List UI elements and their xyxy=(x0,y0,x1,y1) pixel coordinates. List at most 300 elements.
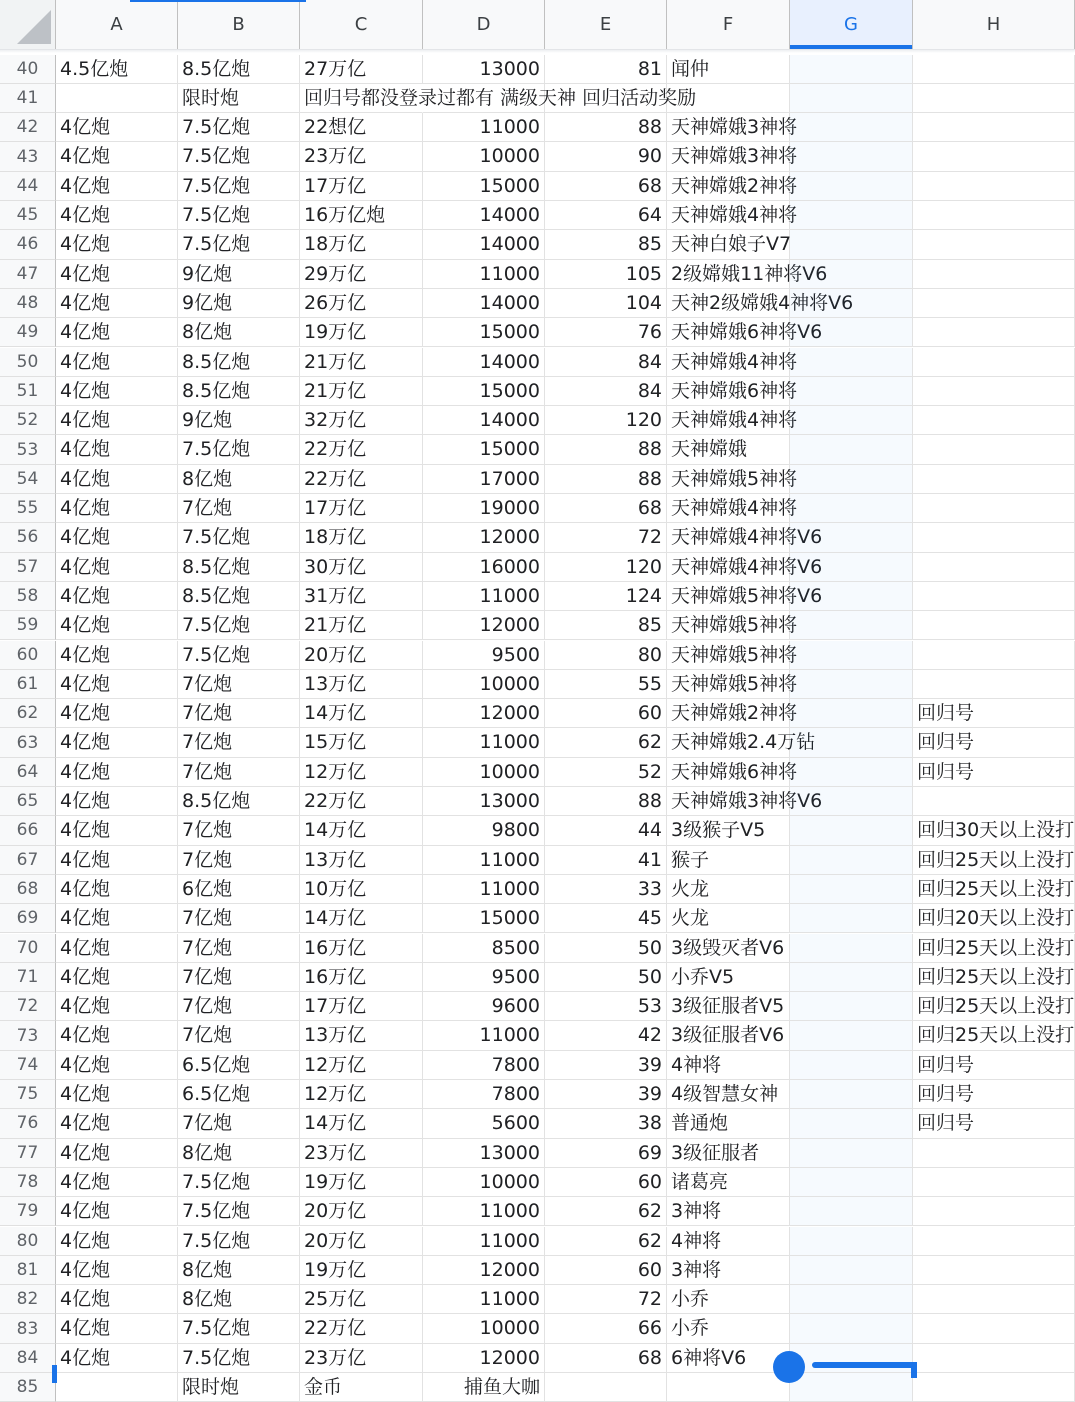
cell-b[interactable]: 7亿炮 xyxy=(178,992,300,1021)
cell-f[interactable]: 天神嫦娥3神将 xyxy=(667,113,790,142)
cell-e[interactable]: 53 xyxy=(545,992,667,1021)
cell-h[interactable] xyxy=(913,1139,1075,1168)
cell-g[interactable] xyxy=(790,1197,913,1226)
row-header[interactable]: 47 xyxy=(0,260,56,289)
cell-g[interactable] xyxy=(790,934,913,963)
cell-g[interactable] xyxy=(790,670,913,699)
cell-g[interactable] xyxy=(790,406,913,435)
cell-g[interactable] xyxy=(790,875,913,904)
row-header[interactable]: 55 xyxy=(0,494,56,523)
cell-d[interactable]: 11000 xyxy=(423,1227,545,1256)
cell-b[interactable]: 7亿炮 xyxy=(178,963,300,992)
cell-a[interactable]: 4亿炮 xyxy=(56,611,178,640)
cell-g[interactable] xyxy=(790,1021,913,1050)
row-header[interactable]: 79 xyxy=(0,1197,56,1226)
cell-f[interactable]: 天神嫦娥4神将V6 xyxy=(667,553,790,582)
cell-h[interactable] xyxy=(913,523,1075,552)
cell-h[interactable] xyxy=(913,142,1075,171)
cell-b[interactable]: 9亿炮 xyxy=(178,289,300,318)
cell-e[interactable]: 85 xyxy=(545,230,667,259)
cell-g[interactable] xyxy=(790,289,913,318)
cell-d[interactable]: 17000 xyxy=(423,465,545,494)
cell-b[interactable]: 7.5亿炮 xyxy=(178,142,300,171)
cell-f[interactable]: 3神将 xyxy=(667,1197,790,1226)
cell-h[interactable]: 回归25天以上没打 xyxy=(913,1021,1075,1050)
row-header[interactable]: 76 xyxy=(0,1109,56,1138)
cell-h[interactable] xyxy=(913,553,1075,582)
cell-g[interactable] xyxy=(790,1314,913,1343)
cell-d[interactable]: 12000 xyxy=(423,699,545,728)
cell-d[interactable]: 19000 xyxy=(423,494,545,523)
cell-g[interactable] xyxy=(790,787,913,816)
cell-b[interactable]: 8.5亿炮 xyxy=(178,787,300,816)
cell-c[interactable]: 15万亿 xyxy=(300,728,423,757)
cell-b[interactable]: 9亿炮 xyxy=(178,260,300,289)
cell-g[interactable] xyxy=(790,494,913,523)
cell-a[interactable]: 4亿炮 xyxy=(56,904,178,933)
cell-d[interactable]: 14000 xyxy=(423,230,545,259)
cell-b[interactable]: 6.5亿炮 xyxy=(178,1080,300,1109)
cell-b[interactable]: 7亿炮 xyxy=(178,494,300,523)
cell-d[interactable]: 12000 xyxy=(423,1256,545,1285)
cell-g[interactable] xyxy=(790,846,913,875)
cell-f[interactable]: 闻仲 xyxy=(667,55,790,84)
cell-e[interactable]: 88 xyxy=(545,465,667,494)
row-header[interactable]: 57 xyxy=(0,553,56,582)
cell-h[interactable] xyxy=(913,113,1075,142)
cell-h[interactable]: 回归号 xyxy=(913,1051,1075,1080)
row-header[interactable]: 72 xyxy=(0,992,56,1021)
cell-a[interactable]: 4亿炮 xyxy=(56,230,178,259)
cell-a[interactable] xyxy=(56,1373,178,1402)
cell-f[interactable]: 天神嫦娥4神将 xyxy=(667,201,790,230)
cell-f[interactable]: 天神嫦娥4神将 xyxy=(667,494,790,523)
cell-f[interactable] xyxy=(667,1373,790,1402)
cell-g[interactable] xyxy=(790,816,913,845)
cell-e[interactable]: 41 xyxy=(545,846,667,875)
row-header[interactable]: 82 xyxy=(0,1285,56,1314)
cell-c[interactable]: 25万亿 xyxy=(300,1285,423,1314)
cell-h[interactable] xyxy=(913,84,1075,113)
cell-b[interactable]: 7.5亿炮 xyxy=(178,435,300,464)
cell-a[interactable]: 4亿炮 xyxy=(56,377,178,406)
cell-e[interactable]: 120 xyxy=(545,406,667,435)
cell-h[interactable] xyxy=(913,1314,1075,1343)
cell-f[interactable]: 天神嫦娥5神将 xyxy=(667,611,790,640)
cell-a[interactable]: 4亿炮 xyxy=(56,875,178,904)
cell-h[interactable]: 回归30天以上没打 xyxy=(913,816,1075,845)
cell-c[interactable]: 17万亿 xyxy=(300,494,423,523)
cell-c[interactable]: 19万亿 xyxy=(300,1168,423,1197)
cell-d[interactable]: 13000 xyxy=(423,55,545,84)
cell-b[interactable]: 8亿炮 xyxy=(178,1139,300,1168)
cell-e[interactable]: 69 xyxy=(545,1139,667,1168)
cell-e[interactable]: 50 xyxy=(545,963,667,992)
cell-e[interactable]: 38 xyxy=(545,1109,667,1138)
cell-c[interactable]: 16万亿 xyxy=(300,934,423,963)
cell-d[interactable]: 11000 xyxy=(423,582,545,611)
cell-d[interactable]: 10000 xyxy=(423,670,545,699)
cell-f[interactable]: 3级毁灭者V6 xyxy=(667,934,790,963)
cell-c[interactable]: 30万亿 xyxy=(300,553,423,582)
cell-f[interactable]: 天神嫦娥6神将V6 xyxy=(667,318,790,347)
cell-h[interactable] xyxy=(913,348,1075,377)
cell-c[interactable]: 32万亿 xyxy=(300,406,423,435)
cell-a[interactable]: 4亿炮 xyxy=(56,1080,178,1109)
cell-g[interactable] xyxy=(790,1051,913,1080)
cell-a[interactable]: 4亿炮 xyxy=(56,142,178,171)
cell-a[interactable]: 4亿炮 xyxy=(56,758,178,787)
row-header[interactable]: 50 xyxy=(0,348,56,377)
cell-c[interactable]: 21万亿 xyxy=(300,377,423,406)
cell-f[interactable]: 小乔V5 xyxy=(667,963,790,992)
column-header-e[interactable]: E xyxy=(545,0,667,49)
cell-h[interactable] xyxy=(913,670,1075,699)
cell-b[interactable]: 7亿炮 xyxy=(178,670,300,699)
cell-c[interactable]: 22想亿 xyxy=(300,113,423,142)
cell-c[interactable]: 18万亿 xyxy=(300,523,423,552)
row-header[interactable]: 62 xyxy=(0,699,56,728)
cell-f[interactable]: 天神嫦娥6神将 xyxy=(667,758,790,787)
cell-e[interactable]: 85 xyxy=(545,611,667,640)
cell-f[interactable]: 天神嫦娥5神将 xyxy=(667,465,790,494)
cell-e[interactable]: 84 xyxy=(545,348,667,377)
cell-a[interactable]: 4亿炮 xyxy=(56,582,178,611)
cell-e[interactable]: 62 xyxy=(545,1197,667,1226)
cell-e[interactable] xyxy=(545,1373,667,1402)
cell-d[interactable]: 13000 xyxy=(423,787,545,816)
cell-c[interactable]: 16万亿 xyxy=(300,963,423,992)
cell-e[interactable]: 62 xyxy=(545,728,667,757)
cell-c[interactable]: 20万亿 xyxy=(300,1197,423,1226)
row-header[interactable]: 77 xyxy=(0,1139,56,1168)
cell-d[interactable]: 11000 xyxy=(423,260,545,289)
cell-c[interactable]: 21万亿 xyxy=(300,348,423,377)
row-header[interactable]: 43 xyxy=(0,142,56,171)
cell-g[interactable] xyxy=(790,201,913,230)
cell-b[interactable]: 7.5亿炮 xyxy=(178,611,300,640)
cell-h[interactable]: 回归号 xyxy=(913,699,1075,728)
cell-a[interactable]: 4亿炮 xyxy=(56,435,178,464)
cell-f[interactable]: 天神嫦娥4神将 xyxy=(667,406,790,435)
cell-g[interactable] xyxy=(790,1168,913,1197)
cell-g[interactable] xyxy=(790,84,913,113)
cell-d[interactable]: 13000 xyxy=(423,1139,545,1168)
cell-a[interactable]: 4亿炮 xyxy=(56,787,178,816)
cell-a[interactable]: 4.5亿炮 xyxy=(56,55,178,84)
cell-a[interactable]: 4亿炮 xyxy=(56,1344,178,1373)
cell-g[interactable] xyxy=(790,904,913,933)
cell-b[interactable]: 7.5亿炮 xyxy=(178,1168,300,1197)
cell-f[interactable]: 猴子 xyxy=(667,846,790,875)
column-header-d[interactable]: D xyxy=(423,0,545,49)
cell-h[interactable] xyxy=(913,1344,1075,1373)
cell-c[interactable]: 19万亿 xyxy=(300,318,423,347)
cell-g[interactable] xyxy=(790,377,913,406)
cell-h[interactable]: 回归25天以上没打 xyxy=(913,992,1075,1021)
cell-c[interactable]: 17万亿 xyxy=(300,992,423,1021)
cell-g[interactable] xyxy=(790,318,913,347)
cell-a[interactable]: 4亿炮 xyxy=(56,1109,178,1138)
cell-a[interactable]: 4亿炮 xyxy=(56,1051,178,1080)
cell-c[interactable]: 22万亿 xyxy=(300,1314,423,1343)
row-header[interactable]: 69 xyxy=(0,904,56,933)
cell-h[interactable] xyxy=(913,1227,1075,1256)
cell-e[interactable]: 64 xyxy=(545,201,667,230)
cell-h[interactable] xyxy=(913,406,1075,435)
cell-h[interactable] xyxy=(913,465,1075,494)
row-header[interactable]: 58 xyxy=(0,582,56,611)
cell-g[interactable] xyxy=(790,963,913,992)
cell-h[interactable] xyxy=(913,1256,1075,1285)
cell-e[interactable]: 80 xyxy=(545,641,667,670)
cell-c[interactable]: 12万亿 xyxy=(300,1051,423,1080)
cell-e[interactable]: 88 xyxy=(545,435,667,464)
cell-h[interactable] xyxy=(913,787,1075,816)
cell-h[interactable] xyxy=(913,1373,1075,1402)
cell-d[interactable]: 11000 xyxy=(423,1197,545,1226)
cell-c[interactable]: 22万亿 xyxy=(300,787,423,816)
cell-a[interactable]: 4亿炮 xyxy=(56,699,178,728)
cell-a[interactable]: 4亿炮 xyxy=(56,348,178,377)
cell-h[interactable]: 回归号 xyxy=(913,758,1075,787)
cell-e[interactable]: 81 xyxy=(545,55,667,84)
cell-b[interactable]: 7.5亿炮 xyxy=(178,230,300,259)
cell-d[interactable]: 11000 xyxy=(423,1021,545,1050)
row-header[interactable]: 65 xyxy=(0,787,56,816)
cell-c[interactable]: 16万亿炮 xyxy=(300,201,423,230)
cell-f[interactable]: 6神将V6 xyxy=(667,1344,790,1373)
cell-c[interactable]: 13万亿 xyxy=(300,670,423,699)
cell-b[interactable]: 7.5亿炮 xyxy=(178,1197,300,1226)
cell-c[interactable]: 27万亿 xyxy=(300,55,423,84)
cell-c[interactable]: 18万亿 xyxy=(300,230,423,259)
cell-a[interactable]: 4亿炮 xyxy=(56,1227,178,1256)
cell-g[interactable] xyxy=(790,172,913,201)
cell-c[interactable]: 回归号都没登录过都有 满级天神 回归活动奖励 xyxy=(300,84,423,113)
cell-b[interactable]: 7亿炮 xyxy=(178,728,300,757)
row-header[interactable]: 56 xyxy=(0,523,56,552)
cell-f[interactable]: 3级征服者 xyxy=(667,1139,790,1168)
cell-d[interactable]: 15000 xyxy=(423,904,545,933)
column-header-a[interactable]: A xyxy=(56,0,178,49)
cell-b[interactable]: 8亿炮 xyxy=(178,465,300,494)
cell-d[interactable]: 8500 xyxy=(423,934,545,963)
cell-c[interactable]: 13万亿 xyxy=(300,846,423,875)
cell-c[interactable]: 17万亿 xyxy=(300,172,423,201)
cell-e[interactable]: 105 xyxy=(545,260,667,289)
cell-a[interactable] xyxy=(56,84,178,113)
cell-a[interactable]: 4亿炮 xyxy=(56,1256,178,1285)
cell-e[interactable]: 90 xyxy=(545,142,667,171)
cell-f[interactable]: 天神嫦娥3神将V6 xyxy=(667,787,790,816)
cell-f[interactable]: 4神将 xyxy=(667,1227,790,1256)
cell-d[interactable]: 7800 xyxy=(423,1080,545,1109)
cell-c[interactable]: 14万亿 xyxy=(300,1109,423,1138)
cell-f[interactable]: 火龙 xyxy=(667,875,790,904)
cell-f[interactable]: 4级智慧女神 xyxy=(667,1080,790,1109)
cell-b[interactable]: 7亿炮 xyxy=(178,1021,300,1050)
cell-d[interactable]: 14000 xyxy=(423,348,545,377)
cell-c[interactable]: 12万亿 xyxy=(300,1080,423,1109)
row-header[interactable]: 73 xyxy=(0,1021,56,1050)
cell-e[interactable]: 62 xyxy=(545,1227,667,1256)
selection-drag-handle[interactable] xyxy=(773,1351,805,1383)
cell-d[interactable]: 11000 xyxy=(423,1285,545,1314)
cell-d[interactable]: 16000 xyxy=(423,553,545,582)
cell-h[interactable] xyxy=(913,1168,1075,1197)
cell-a[interactable]: 4亿炮 xyxy=(56,553,178,582)
cell-c[interactable]: 14万亿 xyxy=(300,904,423,933)
cell-e[interactable]: 52 xyxy=(545,758,667,787)
cell-b[interactable]: 7.5亿炮 xyxy=(178,1314,300,1343)
row-header[interactable]: 71 xyxy=(0,963,56,992)
cell-b[interactable]: 7.5亿炮 xyxy=(178,201,300,230)
cell-a[interactable]: 4亿炮 xyxy=(56,1285,178,1314)
cell-e[interactable]: 88 xyxy=(545,113,667,142)
cell-f[interactable]: 天神嫦娥2神将 xyxy=(667,172,790,201)
cell-f[interactable]: 天神嫦娥5神将 xyxy=(667,641,790,670)
cell-a[interactable]: 4亿炮 xyxy=(56,465,178,494)
row-header[interactable]: 49 xyxy=(0,318,56,347)
cell-b[interactable]: 7亿炮 xyxy=(178,816,300,845)
cell-e[interactable]: 88 xyxy=(545,787,667,816)
cell-h[interactable] xyxy=(913,582,1075,611)
cell-h[interactable] xyxy=(913,1197,1075,1226)
cell-d[interactable]: 9600 xyxy=(423,992,545,1021)
cell-c[interactable]: 22万亿 xyxy=(300,465,423,494)
row-header[interactable]: 80 xyxy=(0,1227,56,1256)
cell-c[interactable]: 23万亿 xyxy=(300,1139,423,1168)
cell-f[interactable]: 天神嫦娥5神将V6 xyxy=(667,582,790,611)
cell-h[interactable] xyxy=(913,230,1075,259)
cell-f[interactable]: 普通炮 xyxy=(667,1109,790,1138)
cell-b[interactable]: 9亿炮 xyxy=(178,406,300,435)
cell-c[interactable]: 23万亿 xyxy=(300,1344,423,1373)
cell-d[interactable]: 15000 xyxy=(423,318,545,347)
cell-g[interactable] xyxy=(790,1139,913,1168)
cell-h[interactable] xyxy=(913,289,1075,318)
cell-g[interactable] xyxy=(790,1227,913,1256)
cell-g[interactable] xyxy=(790,230,913,259)
cell-d[interactable]: 12000 xyxy=(423,611,545,640)
cell-a[interactable]: 4亿炮 xyxy=(56,172,178,201)
cell-d[interactable]: 12000 xyxy=(423,1344,545,1373)
cell-a[interactable]: 4亿炮 xyxy=(56,523,178,552)
cell-a[interactable]: 4亿炮 xyxy=(56,201,178,230)
column-header-c[interactable]: C xyxy=(300,0,423,49)
cell-f[interactable]: 诸葛亮 xyxy=(667,1168,790,1197)
cell-a[interactable]: 4亿炮 xyxy=(56,816,178,845)
cell-a[interactable]: 4亿炮 xyxy=(56,670,178,699)
cell-h[interactable] xyxy=(913,494,1075,523)
cell-f[interactable]: 3级征服者V5 xyxy=(667,992,790,1021)
cell-f[interactable]: 4神将 xyxy=(667,1051,790,1080)
row-header[interactable]: 53 xyxy=(0,435,56,464)
cell-h[interactable]: 回归25天以上没打 xyxy=(913,846,1075,875)
row-header[interactable]: 66 xyxy=(0,816,56,845)
cell-h[interactable] xyxy=(913,641,1075,670)
row-header[interactable]: 67 xyxy=(0,846,56,875)
row-header[interactable]: 68 xyxy=(0,875,56,904)
cell-e[interactable]: 72 xyxy=(545,523,667,552)
cell-f[interactable]: 天神嫦娥2.4万钻 xyxy=(667,728,790,757)
cell-c[interactable]: 21万亿 xyxy=(300,611,423,640)
cell-g[interactable] xyxy=(790,523,913,552)
row-header[interactable]: 41 xyxy=(0,84,56,113)
cell-b[interactable]: 7.5亿炮 xyxy=(178,113,300,142)
cell-g[interactable] xyxy=(790,1285,913,1314)
cell-b[interactable]: 7亿炮 xyxy=(178,758,300,787)
cell-c[interactable]: 23万亿 xyxy=(300,142,423,171)
cell-b[interactable]: 7.5亿炮 xyxy=(178,172,300,201)
cell-g[interactable] xyxy=(790,465,913,494)
cell-g[interactable] xyxy=(790,553,913,582)
cell-d[interactable]: 捕鱼大咖 xyxy=(423,1373,545,1402)
cell-f[interactable]: 3级征服者V6 xyxy=(667,1021,790,1050)
cell-e[interactable]: 72 xyxy=(545,1285,667,1314)
row-header[interactable]: 40 xyxy=(0,55,56,84)
cell-e[interactable]: 124 xyxy=(545,582,667,611)
cell-e[interactable]: 44 xyxy=(545,816,667,845)
cell-h[interactable]: 回归25天以上没打 xyxy=(913,934,1075,963)
cell-e[interactable]: 120 xyxy=(545,553,667,582)
cell-f[interactable]: 天神2级嫦娥4神将V6 xyxy=(667,289,790,318)
cell-d[interactable]: 12000 xyxy=(423,523,545,552)
cell-a[interactable]: 4亿炮 xyxy=(56,992,178,1021)
cell-f[interactable]: 天神嫦娥 xyxy=(667,435,790,464)
cell-a[interactable]: 4亿炮 xyxy=(56,260,178,289)
row-header[interactable]: 51 xyxy=(0,377,56,406)
cell-f[interactable]: 火龙 xyxy=(667,904,790,933)
cell-g[interactable] xyxy=(790,611,913,640)
column-header-g-selected[interactable]: G xyxy=(790,0,913,49)
cell-d[interactable]: 15000 xyxy=(423,377,545,406)
cell-g[interactable] xyxy=(790,348,913,377)
cell-b[interactable]: 7亿炮 xyxy=(178,904,300,933)
cell-a[interactable]: 4亿炮 xyxy=(56,1314,178,1343)
cell-h[interactable] xyxy=(913,318,1075,347)
cell-e[interactable]: 68 xyxy=(545,1344,667,1373)
cell-e[interactable]: 33 xyxy=(545,875,667,904)
cell-g[interactable] xyxy=(790,1080,913,1109)
cell-d[interactable]: 10000 xyxy=(423,1168,545,1197)
cell-f[interactable]: 小乔 xyxy=(667,1314,790,1343)
row-header[interactable]: 60 xyxy=(0,641,56,670)
row-header[interactable]: 44 xyxy=(0,172,56,201)
cell-g[interactable] xyxy=(790,992,913,1021)
cell-d[interactable]: 11000 xyxy=(423,728,545,757)
cell-d[interactable]: 10000 xyxy=(423,758,545,787)
row-header[interactable]: 78 xyxy=(0,1168,56,1197)
cell-g[interactable] xyxy=(790,641,913,670)
cell-b[interactable]: 6.5亿炮 xyxy=(178,1051,300,1080)
cell-g[interactable] xyxy=(790,728,913,757)
cell-c[interactable]: 12万亿 xyxy=(300,758,423,787)
cell-b[interactable]: 7亿炮 xyxy=(178,934,300,963)
cell-a[interactable]: 4亿炮 xyxy=(56,728,178,757)
cell-h[interactable] xyxy=(913,1285,1075,1314)
cell-e[interactable]: 66 xyxy=(545,1314,667,1343)
cell-c[interactable]: 26万亿 xyxy=(300,289,423,318)
cell-c[interactable]: 29万亿 xyxy=(300,260,423,289)
cell-e[interactable]: 60 xyxy=(545,699,667,728)
cell-a[interactable]: 4亿炮 xyxy=(56,934,178,963)
cell-b[interactable]: 7亿炮 xyxy=(178,699,300,728)
row-header[interactable]: 81 xyxy=(0,1256,56,1285)
cell-e[interactable]: 104 xyxy=(545,289,667,318)
cell-g[interactable] xyxy=(790,1256,913,1285)
